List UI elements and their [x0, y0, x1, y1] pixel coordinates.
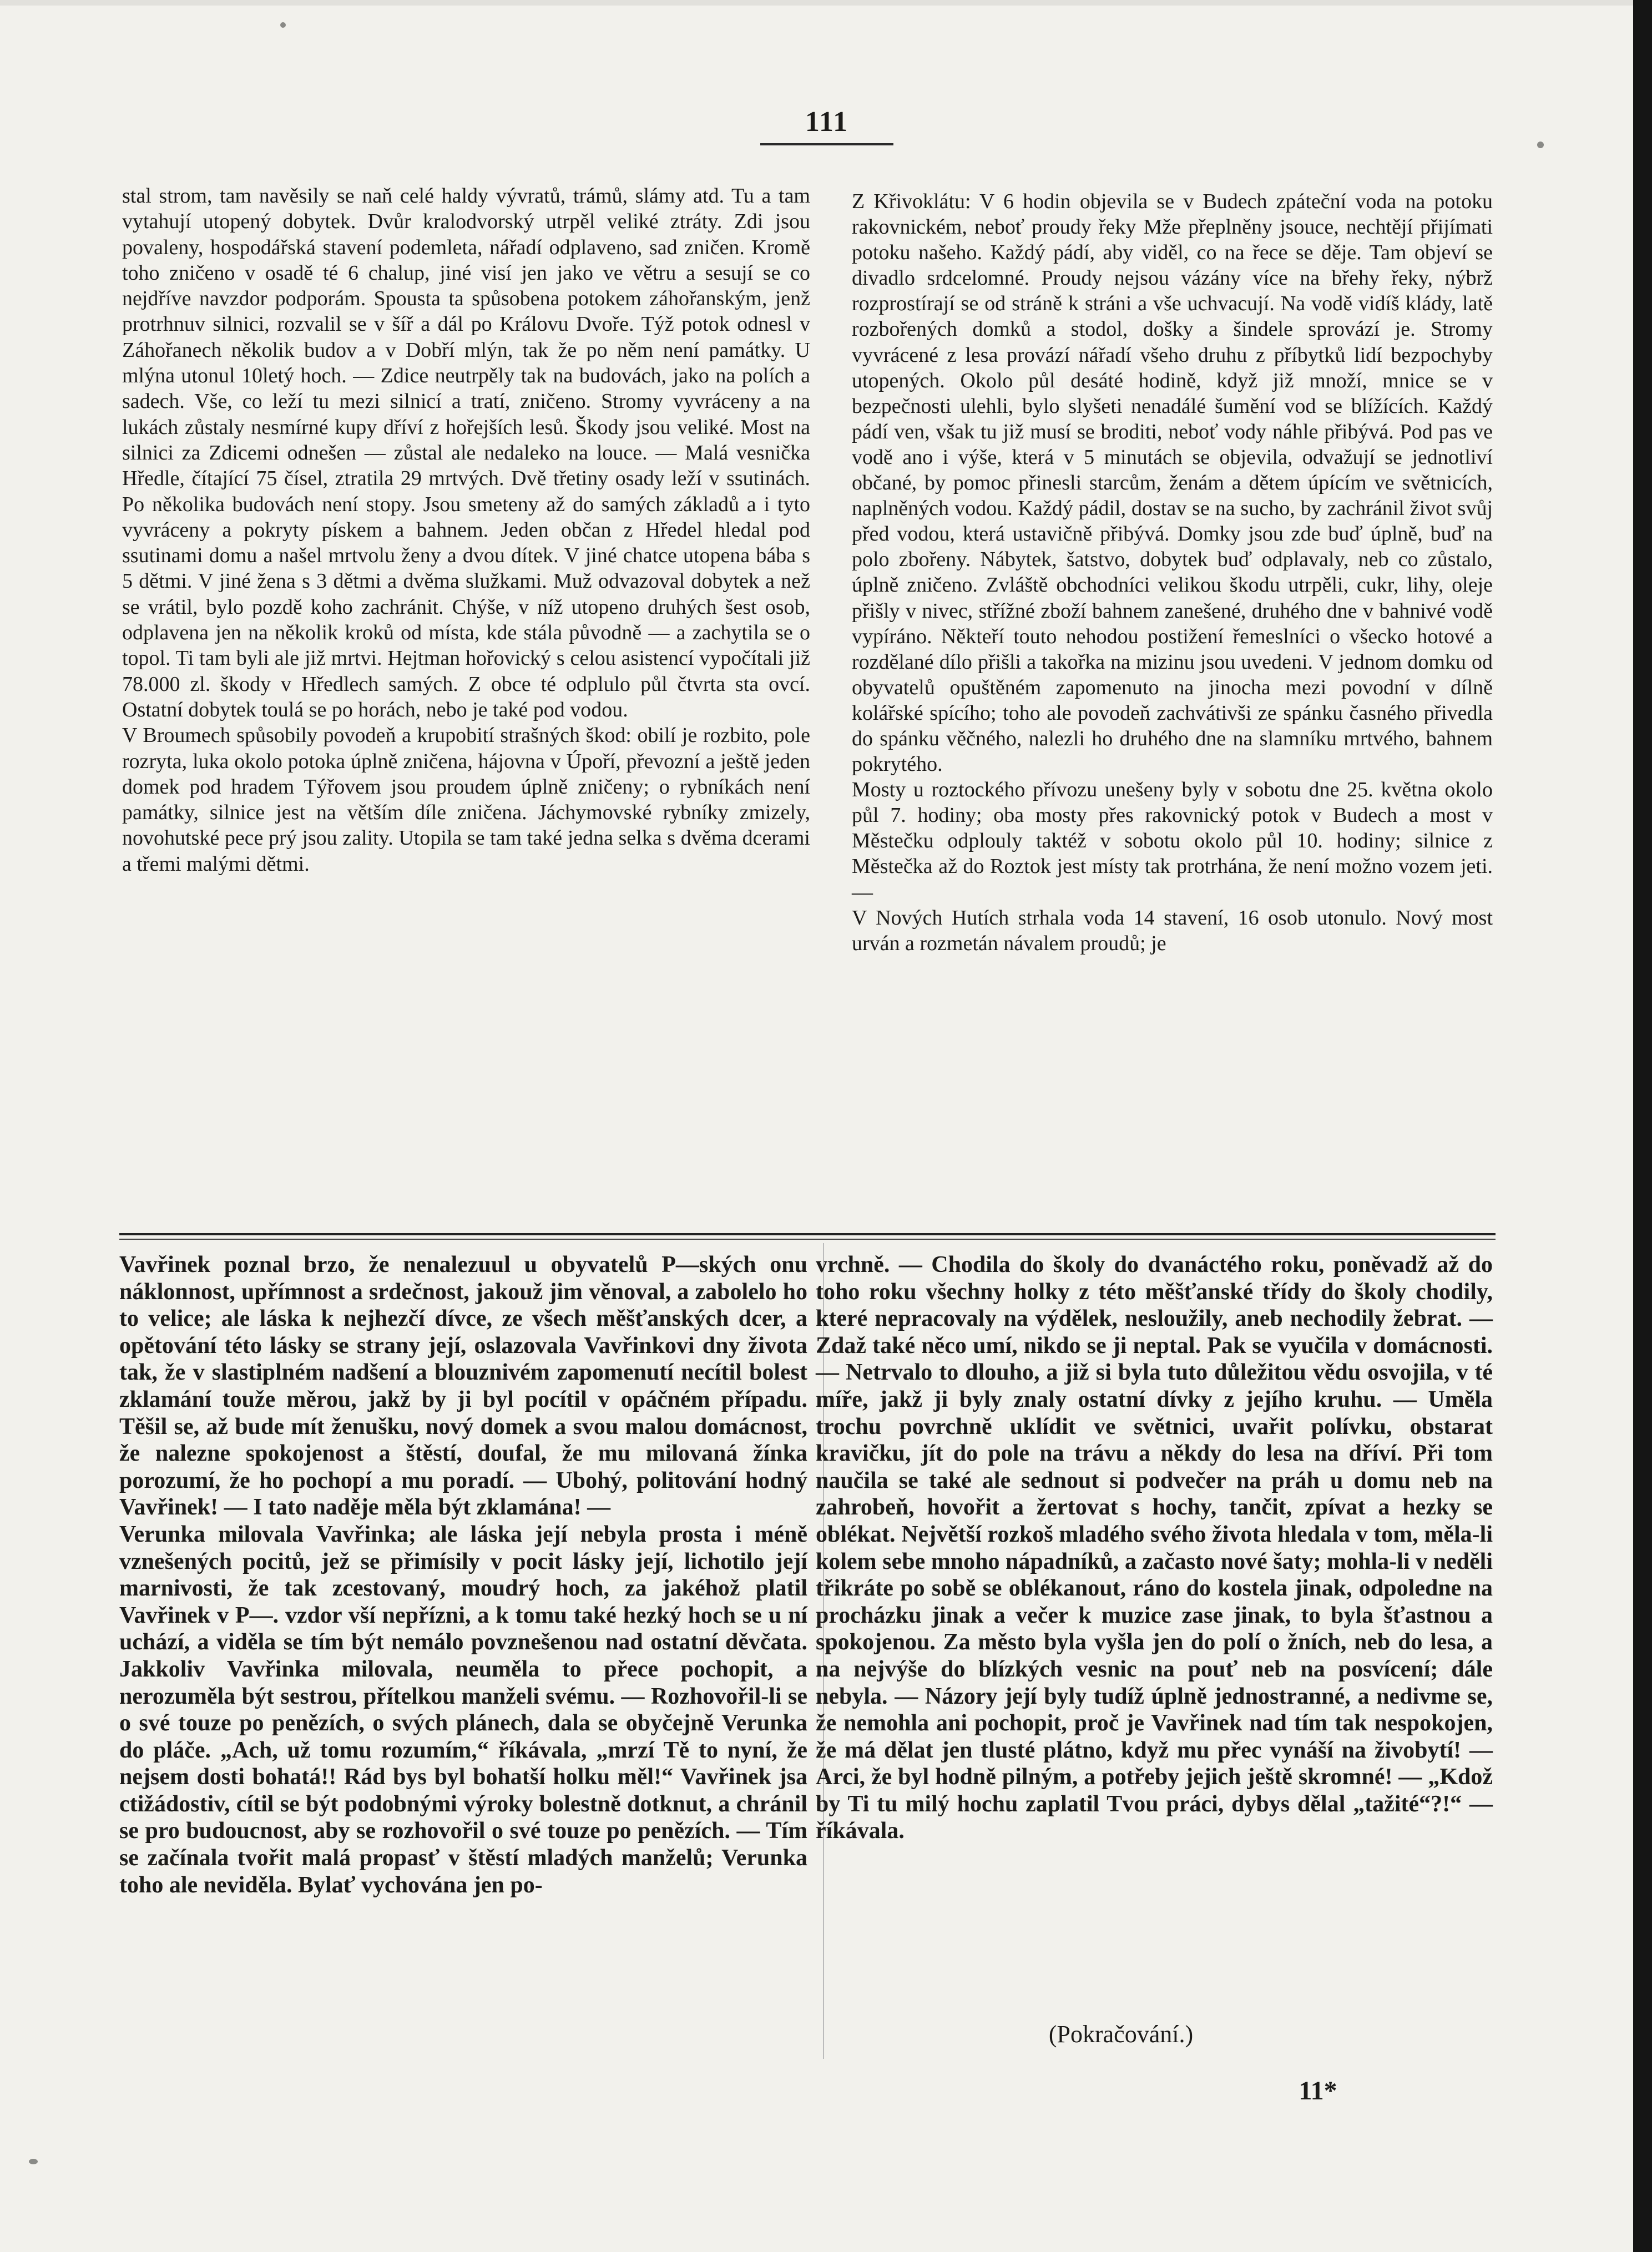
scan-right-edge — [1633, 0, 1652, 2252]
scan-speck — [1537, 142, 1544, 148]
scan-speck — [29, 2159, 38, 2164]
bottom-left-column: Vavřinek poznal brzo, že nenalezuul u obyvatelů P—ských onu náklonnost, upřímnost a srdečnost, jakouž jim věnoval, a zabolelo ho to velice; ale láska k nejhezčí dívce, ze všech měšťanských dcer, a opětování této lásky se strany její, oslazovala Vavřinkovi dny života tak, že v slastiplném nadšení a blouznivém zapomenutí necítil bolest zklamání touže měrou, jakž by ji byl pocítil v opáčném případu. Těšil se, až bude mít ženušku, nový domek a svou malou domácnost, že nalezne spokojenost a štěstí, doufal, že mu milovaná žínka porozumí, že ho pochopí a mu poradí. — Ubohý, politování hodný Vavřinek! — I tato naděje měla být zklamána! — Verunka milovala Vavřinka; ale láska její nebyla prosta i méně vznešených pocitů, jež se přimísily v pocit lásky její, lichotilo její marnivosti, že tak zcestovaný, moudrý hoch, za jakéhož platil Vavřinek v P—. vzdor vší nepřízni, a k tomu také hezký hoch se u ní uchází, a viděla se tím být nemálo povznešenou nad ostatní děvčata. Jakkoliv Vavřinka milovala, neuměla to přece pochopit, a nerozuměla být sestrou, přítelkou manželi svému. — Rozhovořil-li se o své touze po penězích, o svých plánech, dala se obyčejně Verunka do pláče. „Ach, už tomu rozumím,“ říkávala, „mrzí Tě to nyní, že nejsem dosti bohatá!! Rád bys byl bohatší holku měl!“ Vavřinek jsa ctižádostiv, cítil se být podobnými výroky bolestně dotknut, a chránil se pro budoucnost, aby se rozhovořil o své touze po penězích. — Tím se začínala tvořit malá propasť v štěstí mladých manželů; Verunka toho ale neviděla. Bylať vychována jen po- — [119, 1252, 807, 1898]
page-number-underline — [760, 143, 893, 145]
page-number: 111 — [805, 106, 849, 138]
signature-mark: 11* — [1299, 2076, 1337, 2105]
section-divider-secondary — [119, 1239, 1496, 1240]
bottom-right-column: vrchně. — Chodila do školy do dvanáctého roku, poněvadž až do toho roku všechny holky z této měšťanské třídy do školy chodily, které nepracovaly na výdělek, nesloužily, aneb nechodily žebrat. — Zdaž také něco umí, nikdo se ji neptal. Pak se vyučila v domácnosti. — Netrvalo to dlouho, a již si byla tuto důležitou vědu osvojila, v té míře, jakž ji byly znaly ostatní dívky z jejího kruhu. — Uměla trochu povrchně uklídit ve světnici, uvařit polívku, obstarat kravičku, jít do pole na trávu a někdy do lesa na dříví. Při tom naučila se také ale sednout si podvečer na práh u domu neb na zahrobeň, hovořit a žertovat s hochy, tančit, zpívat a hezky se oblékat. Největší rozkoš mladého svého života hledala v tom, měla-li kolem sebe mnoho nápadníků, a začasto nové šaty; mohla-li v neděli třikráte po sobě se oblékanout, ráno do kostela jinak, odpoledne na procházku jinak a večer k muzice zase jinak, to byla šťastnou a spokojenou. Za město byla vyšla jen do polí o žních, neb do lesa, a na nejvýše do blízkých vesnic na pouť neb na posvícení; dále nebyla. — Názory její byly tudíž úplně jednostranné, a nedivme se, že nemohla ani pochopit, proč je Vavřinek nad tím tak nespokojen, že má dělat jen tlusté plátno, když mu přec vynáší na živobytí! — Arci, že byl hodně pilným, a potřeby jejich ještě skromné! — „Kdož by Ti tu milý hochu zaplatil Tvou práci, dybys dělal „tažité“?!“ — říkávala. — [816, 1252, 1493, 1844]
scan-top-edge — [0, 0, 1652, 6]
top-right-column: Z Křivoklátu: V 6 hodin objevila se v Budech zpáteční voda na potoku rakovnickém, neboť proudy řeky Mže přeplněny jsouce, nechtějí přijímati potoku našeho. Každý pádí, aby viděl, co na řece se děje. Tam objeví se divadlo srdcelomné. Proudy nejsou vázány více na břehy řeky, nýbrž rozprostírají se od stráně k stráni a vše uchvacují. Na vodě vidíš klády, latě rozbořených domků a stodol, došky a šindele sprovází je. Stromy vyvrácené z lesa provází nářadí všeho druhu z příbytků lidí bezpochyby utopených. Okolo půl desáté hodině, když již množí, mnice se v bezpečnosti ulehli, bylo slyšeti nenadálé šumění vod se blížících. Každý pádí ven, však tu již musí se broditi, neboť vody náhle přibývá. Pod pas ve vodě ano i výše, která v 5 minutách se objevila, odvažují se jednotliví občané, by pomoc přinesli starcům, ženám a dětem úpícím ve světnicích, naplněných vodou. Každý pádil, dostav se na sucho, by zachránil život svůj před vodou, která ustavičně přibývá. Domky jsou zde buď úplně, buď na polo zbořeny. Nábytek, šatstvo, dobytek buď odplavaly, neb co zůstalo, úplně zničeno. Zvláště obchodníci velikou škodu utrpěli, cukr, lihy, oleje přišly v nivec, střížné zboží bahnem zanešené, druhého dne v bahnivé vodě vypíráno. Někteří touto nehodou postižení řemeslníci o všecko hotové a rozdělané dílo přišli a takořka na mizinu jsou uvedeni. V jednom domku od obyvatelů opuštěném zapomenuto na jinocha mezi povodní v dílně kolářské spícího; toho ale povodeň zachvátivši ze spánku časného přivedla do spánku věčného, nalezli ho druhého dne na slamníku mrtvého, bahnem pokrytého. Mosty u roztockého přívozu unešeny byly v sobotu dne 25. května okolo půl 7. hodiny; oba mosty přes rakovnický potok v Budech a most v Městečku odplouly taktéž v sobotu okolo půl 10. hodiny; silnice z Městečka až do Roztok jest místy tak protrhána, že není možno vozem jeti. — V Nových Hutích strhala voda 14 stavení, 16 osob utonulo. Nový most urván a rozmetán návalem proudů; je — [852, 190, 1493, 955]
continued-label: (Pokračování.) — [1048, 2021, 1194, 2048]
scan-speck — [280, 22, 286, 28]
top-left-column: stal strom, tam navěsily se naň celé haldy vývratů, trámů, slámy atd. Tu a tam vytahují utopený dobytek. Dvůr kralodvorský utrpěl veliké ztráty. Zdi jsou povaleny, hospodářská stavení podemleta, nářadí odplaveno, sad zničen. Kromě toho zničeno v osadě té 6 chalup, jiné visí jen jako ve větru a sesují se co nejdříve navzdor podporám. Spousta ta spůsobena potokem záhořanským, jenž protrhnuv silnici, rozvalil se v šíř a dál po Královu Dvoře. Týž potok odnesl v Záhořanech několik budov a v Dobří mlýn, tak že po něm není památky. U mlýna utonul 10letý hoch. — Zdice neutrpěly tak na budovách, jako na polích a sadech. Vše, co leží tu mezi silnicí a tratí, zničeno. Stromy vyvráceny a na lukách zůstaly nesmírné kupy dříví z hořejších lesů. Škody jsou veliké. Most na silnici za Zdicemi odnešen — zůstal ale nedaleko na louce. — Malá vesnička Hředle, čítající 75 čísel, ztratila 29 mrtvých. Dvě třetiny osady leží v ssutinách. Po několika budovách není stopy. Jsou smeteny až do samých základů a i tyto vyvráceny a pokryty pískem a bahnem. Jeden občan z Hředel hledal pod ssutinami domu a našel mrtvolu ženy a dvou dítek. V jiné chatce utopena bába s 5 dětmi. V jiné žena s 3 dětmi a dvěma služkami. Muž odvazoval dobytek a než se vrátil, bylo pozdě koho zachránit. Chýše, v níž utopeno druhých šest osob, odplavena jen na několik kroků od místa, kde stála původně — a zachytila se o topol. Ti tam byli ale již mrtvi. Hejtman hořovický s celou asistencí vypočítali již 78.000 zl. škody v Hředlech samých. Z obce té odplulo půl čtvrta sta ovcí. Ostatní dobytek toulá se po horách, nebo je také pod vodou. V Broumech spůsobily povodeň a krupobití strašných škod: obilí je rozbito, pole rozryta, luka okolo potoka úplně zničena, hájovna v Úpoří, převozní a ještě jeden domek pod hradem Týřovem jsou proudem úplně zničeny; o rybníkách není památky, silnice jest na větším díle zničena. Jáchymovské rybníky zmizely, novohutské pece prý jsou zality. Utopila se tam také jedna selka s dvěma dcerami a třemi malými dětmi. — [122, 184, 810, 876]
section-divider — [119, 1233, 1496, 1235]
